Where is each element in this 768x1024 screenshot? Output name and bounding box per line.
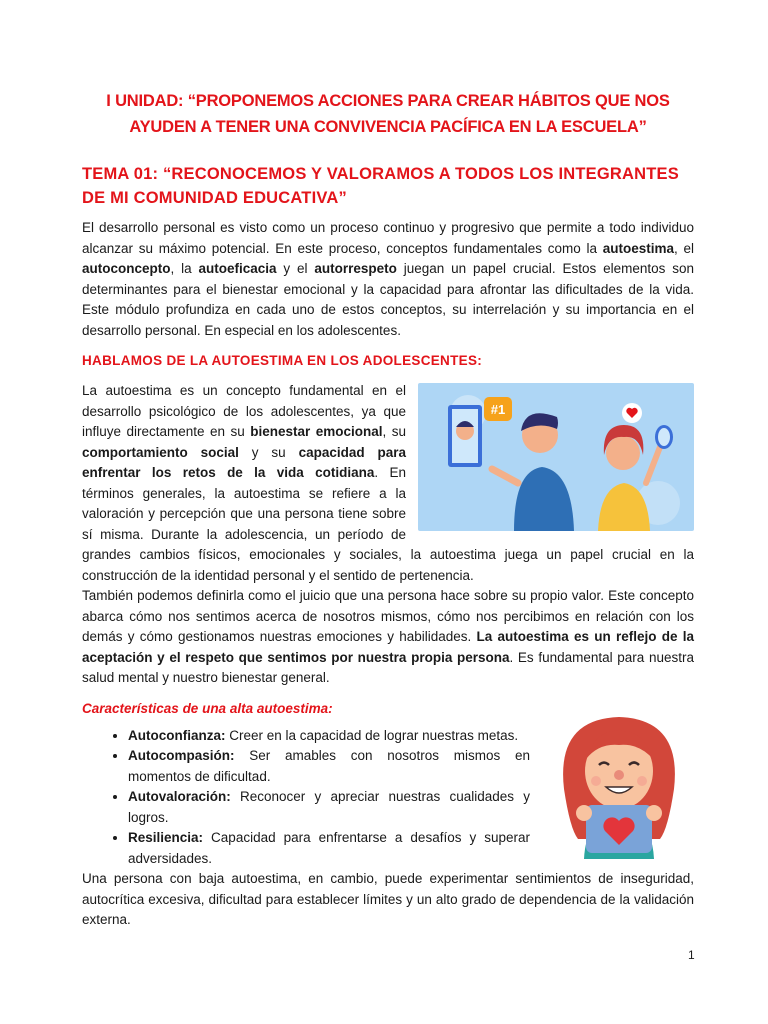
desc-resiliencia: Capacidad para enfrentarse a desafíos y superar adversidades.: [128, 830, 530, 866]
para2-text-1: La autoestima es un concepto fundamental en el desarrollo psicológico de los adolescentes, ya que influye directamente en su: [82, 383, 406, 439]
definition-paragraph: [82, 586, 694, 689]
intro-text-3: , la: [170, 261, 199, 276]
term-autovaloracion: Autovaloración:: [128, 789, 231, 804]
intro-bold-autoestima: autoestima: [602, 240, 674, 256]
teens-mirror-drawing: [418, 383, 694, 531]
intro-bold-autoconcepto: autoconcepto: [82, 261, 171, 276]
girl-heart-illustration: [544, 709, 694, 859]
desc-autoconfianza: Creer en la capacidad de lograr nuestras metas.: [225, 727, 519, 743]
teens-mirror-illustration: [418, 383, 694, 531]
para2-text-3: y su: [238, 444, 299, 460]
intro-text-1: El desarrollo personal es visto como un proceso continuo y progresivo que permite a todo individuo alcanzar su máximo potencial. En este proceso, conceptos fundamentales como la: [82, 220, 694, 256]
intro-bold-autoeficacia: autoeficacia: [198, 261, 277, 276]
badge-text: #1: [490, 402, 506, 417]
para3-text-2: . Es fundamental para nuestra salud mental y nuestro bienestar general.: [82, 649, 694, 685]
para2-bold-3: capacidad para enfrentar los retos de la vida cotidiana: [82, 444, 407, 480]
tema-title: TEMA 01: “RECONOCEMOS Y VALORAMOS A TODOS LOS INTEGRANTES DE MI COMUNIDAD EDUCATIVA”: [82, 165, 679, 207]
characteristics-block: [82, 701, 694, 931]
term-resiliencia: Resiliencia:: [128, 830, 204, 845]
para3-bold-1: La autoestima es un reflejo de la aceptación y el respeto que sentimos por nuestra propia persona: [82, 629, 694, 665]
closing-paragraph: Una persona con baja autoestima, en cambio, puede experimentar sentimientos de inseguridad, autocrítica excesiva, dificultad para establecer límites y un alto grado de dependencia de la validación externa.: [82, 871, 694, 927]
desc-autocompasion: Ser amables con nosotros mismos en momentos de dificultad.: [128, 748, 530, 784]
intro-paragraph: [82, 218, 694, 341]
girl-heart-drawing: [544, 709, 694, 859]
characteristics-heading: Características de una alta autoestima:: [82, 700, 333, 716]
para2-text-2: , su: [382, 424, 407, 439]
para2-text-4: . En términos generales, la autoestima se refiere a la valoración y percepción que una persona tiene sobre sí misma. Durante la adolescencia, un período de grandes cambios físicos, emocionales y sociales, la autoestima juega un papel crucial en la construcción de la identidad personal y el sentido de pertenencia.: [82, 465, 694, 583]
intro-bold-autorrespeto: autorrespeto: [314, 261, 397, 276]
para2-bold-1: bienestar emocional: [250, 424, 383, 439]
page-number: 1: [688, 948, 695, 962]
intro-text-2: , el: [674, 240, 694, 256]
unit-title: I UNIDAD: “PROPONEMOS ACCIONES PARA CREAR HÁBITOS QUE NOS AYUDEN A TENER UNA CONVIVENCIA PACÍFICA EN LA ESCUELA”: [106, 92, 670, 136]
document-page: [82, 88, 694, 931]
intro-text-4: y el: [276, 261, 315, 276]
intro-text-5: juegan un papel crucial. Estos elementos son determinantes para el bienestar emocional y la capacidad para afrontar las dificultades de la vida. Este módulo profundiza en cada uno de estos conceptos, su interrelación y su importancia en el desarrollo personal. En especial en los adolescentes.: [82, 261, 694, 338]
term-autoconfianza: Autoconfianza:: [128, 727, 226, 743]
desc-autovaloracion: Reconocer y apreciar nuestras cualidades y logros.: [128, 789, 530, 825]
para2-bold-2: comportamiento social: [82, 444, 239, 460]
term-autocompasion: Autocompasión:: [128, 748, 235, 763]
para3-text-1: También podemos definirla como el juicio que una persona hace sobre su propio valor. Este concepto abarca cómo nos sentimos acerca de nosotros mismos, cómo nos percibimos en relación con los demás y cómo gestionamos nuestras emociones y habilidades.: [82, 588, 694, 644]
section-heading: HABLAMOS DE LA AUTOESTIMA EN LOS ADOLESCENTES:: [82, 353, 483, 368]
autoestima-block: [82, 381, 694, 689]
